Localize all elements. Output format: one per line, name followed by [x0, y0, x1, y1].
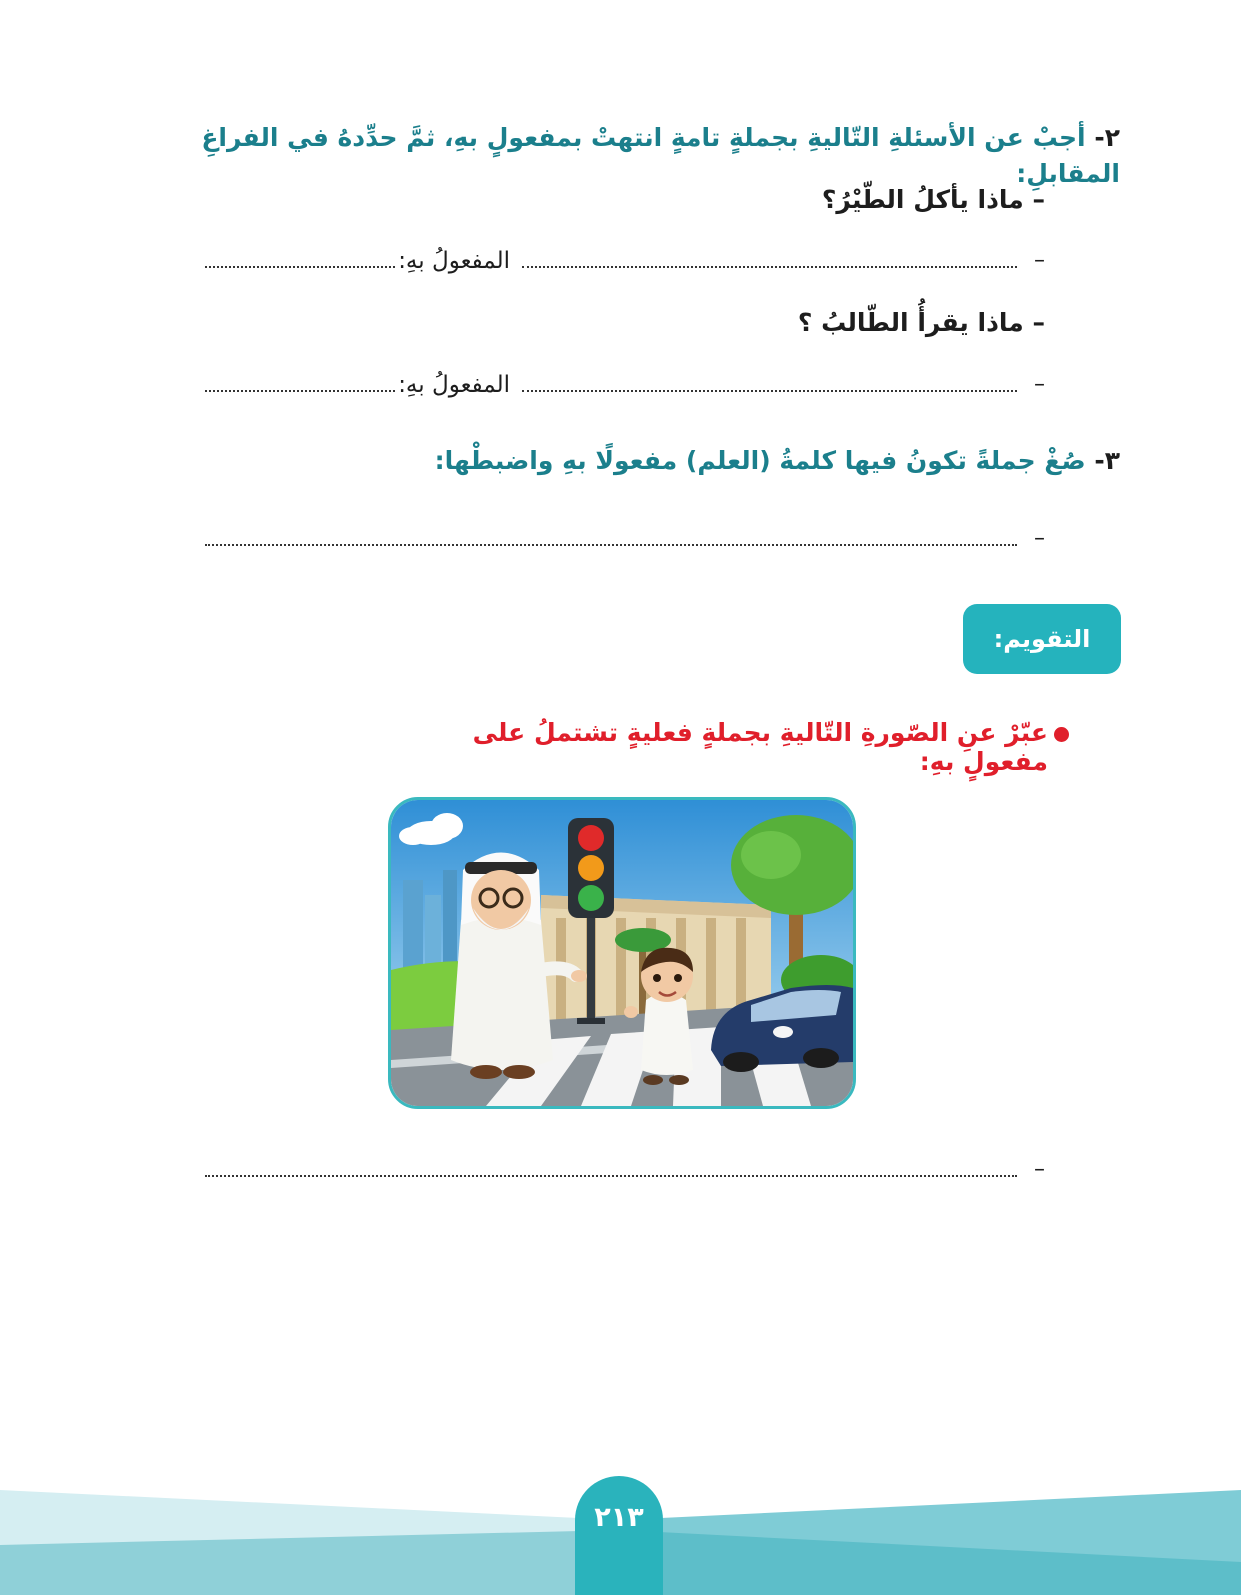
answer-line-3[interactable] [205, 526, 1045, 556]
answer-blank[interactable] [205, 544, 1017, 546]
illustration-grandfather-child-crossing [388, 797, 856, 1109]
answer-blank[interactable] [205, 1175, 1017, 1177]
object-label: المفعولُ بهِ: [398, 372, 510, 398]
sub-question-1: – ماذا يأكلُ الطّيْرُ؟ [821, 185, 1045, 214]
question-2-number: ٢- [1094, 123, 1120, 152]
answer-dash: – [1034, 248, 1045, 273]
object-blank[interactable] [205, 266, 395, 268]
question-3-text: صُغْ جملةً تكونُ فيها كلمةُ (العلم) مفعولًا بهِ واضبطْها: [434, 446, 1086, 475]
question-3-number: ٣- [1094, 446, 1120, 475]
evaluation-instruction: عبّرْ عنِ الصّورةِ التّاليةِ بجملةٍ فعليةٍ تشتملُ على مفعولٍ بهِ: [472, 718, 1048, 776]
answer-line-2[interactable] [205, 372, 1045, 402]
sub-question-2: – ماذا يقرأُ الطّالبُ ؟ [797, 308, 1045, 337]
answer-dash: – [1034, 1157, 1045, 1182]
evaluation-badge: التقويم: [963, 604, 1121, 674]
object-label: المفعولُ بهِ: [398, 248, 510, 274]
question-3-heading [180, 443, 1120, 479]
object-blank[interactable] [205, 390, 395, 392]
street-scene-illustration [391, 800, 853, 1106]
answer-dash: – [1034, 526, 1045, 551]
answer-line-4[interactable] [205, 1157, 1045, 1187]
bullet-icon [1054, 727, 1069, 742]
answer-dash: – [1034, 372, 1045, 397]
question-2-heading [180, 120, 1120, 192]
answer-blank[interactable] [522, 390, 1017, 392]
question-2-text: أجبْ عن الأسئلةِ التّاليةِ بجملةٍ تامةٍ انتهتْ بمفعولٍ بهِ، ثمَّ حدِّدهُ في الفراغِ المقابلِ: [201, 123, 1120, 188]
answer-blank[interactable] [522, 266, 1017, 268]
page-number: ٢١٣ [575, 1476, 663, 1595]
answer-line-1[interactable] [205, 248, 1045, 278]
